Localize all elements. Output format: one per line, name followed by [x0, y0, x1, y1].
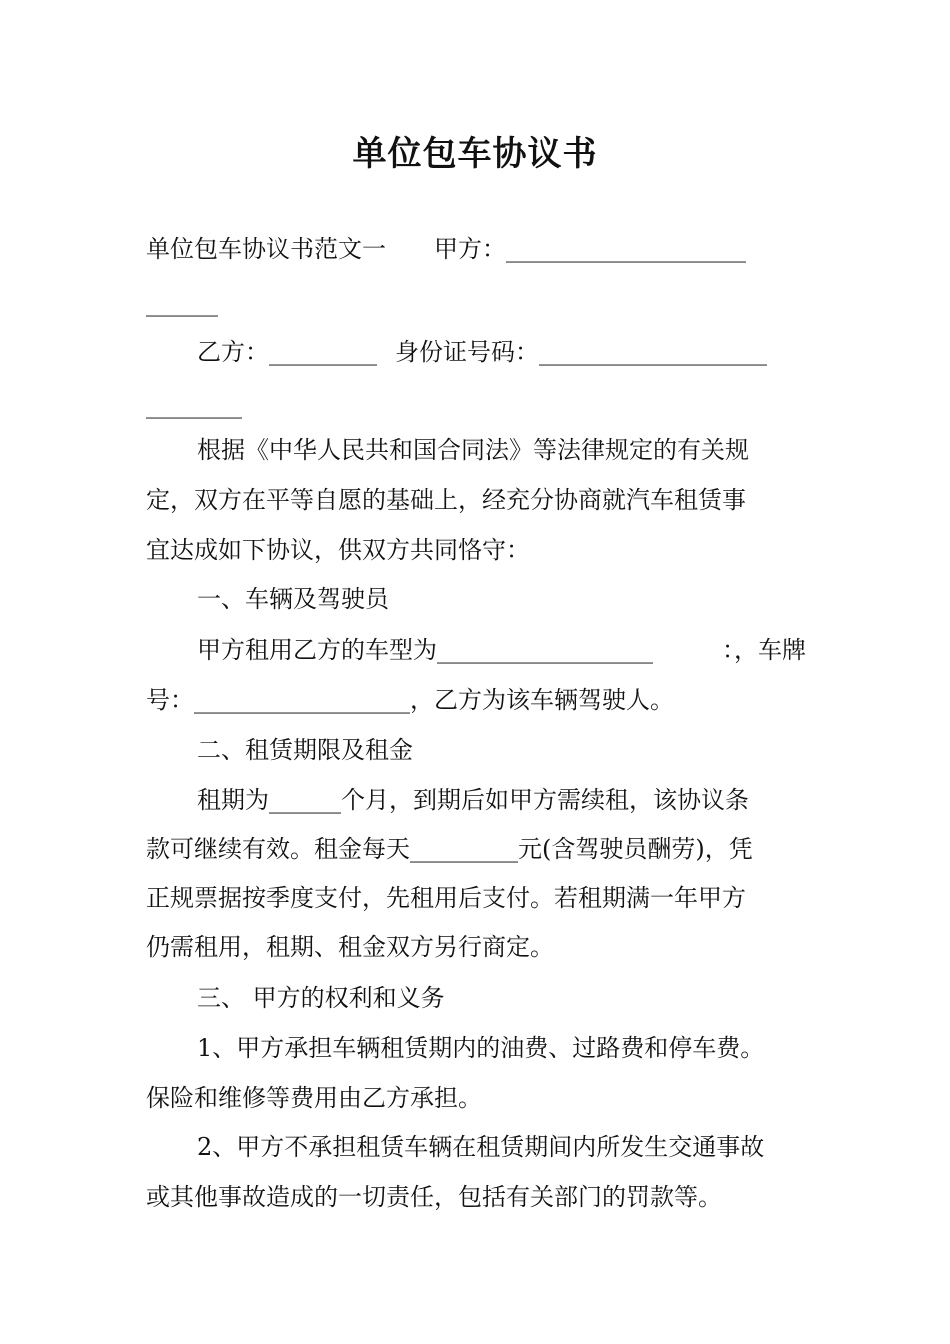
party-b-blank: _________ [269, 338, 377, 366]
term-text: 个月，到期后如甲方需续租，该协议条 [341, 786, 749, 814]
section-heading-2: 二、租赁期限及租金 [197, 736, 413, 764]
party-b-label: 乙方： [197, 338, 269, 366]
clause-2-line: 或其他事故造成的一切责任，包括有关部门的罚款等。 [146, 1183, 722, 1211]
id-number-label: 身份证号码： [395, 338, 539, 366]
months-blank: ______ [269, 786, 341, 814]
document-title: 单位包车协议书 [352, 134, 598, 174]
id-number-blank-cont: ________ [146, 391, 242, 419]
paragraph-line: 宜达成如下协议，供双方共同恪守： [146, 536, 530, 564]
rent-label: 款可继续有效。租金每天 [146, 835, 410, 863]
plate-label-start: ：，车牌 [722, 636, 806, 664]
paragraph-line: 仍需租用，租期、租金双方另行商定。 [146, 933, 554, 961]
vehicle-line [197, 635, 806, 665]
plate-label-end: 号： [146, 686, 194, 714]
id-number-blank: ___________________ [539, 338, 767, 366]
driver-text: ，乙方为该车辆驾驶人。 [410, 686, 674, 714]
paragraph-line: 正规票据按季度支付，先租用后支付。若租期满一年甲方 [146, 884, 746, 912]
rent-text: 元(含驾驶员酬劳)，凭 [518, 835, 753, 863]
daily-rent-blank: _________ [410, 835, 518, 863]
party-b-line [197, 337, 806, 367]
intro-line [146, 234, 806, 264]
plate-number-blank: __________________ [194, 686, 410, 714]
clause-1-line: 保险和维修等费用由乙方承担。 [146, 1084, 482, 1112]
vehicle-model-label: 甲方租用乙方的车型为 [197, 636, 437, 664]
section-heading-3: 三、 甲方的权利和义务 [197, 984, 445, 1012]
vehicle-model-blank: __________________ [437, 636, 653, 664]
party-a-blank: ____________________ [506, 235, 746, 263]
rent-line [146, 834, 806, 864]
clause-1-line: 1、甲方承担车辆租赁期内的油费、过路费和停车费。 [197, 1034, 765, 1062]
clause-2-line: 2、甲方不承担租赁车辆在租赁期间内所发生交通事故 [197, 1133, 765, 1161]
term-label: 租期为 [197, 786, 269, 814]
party-a-blank-cont: ______ [146, 289, 218, 317]
paragraph-line: 定，双方在平等自愿的基础上，经充分协商就汽车租赁事 [146, 486, 746, 514]
section-heading-1: 一、车辆及驾驶员 [197, 585, 389, 613]
term-line [197, 785, 806, 815]
paragraph-line: 根据《中华人民共和国合同法》等法律规定的有关规 [197, 436, 749, 464]
intro-text: 单位包车协议书范文一 甲方： [146, 235, 506, 263]
plate-line [146, 685, 806, 715]
